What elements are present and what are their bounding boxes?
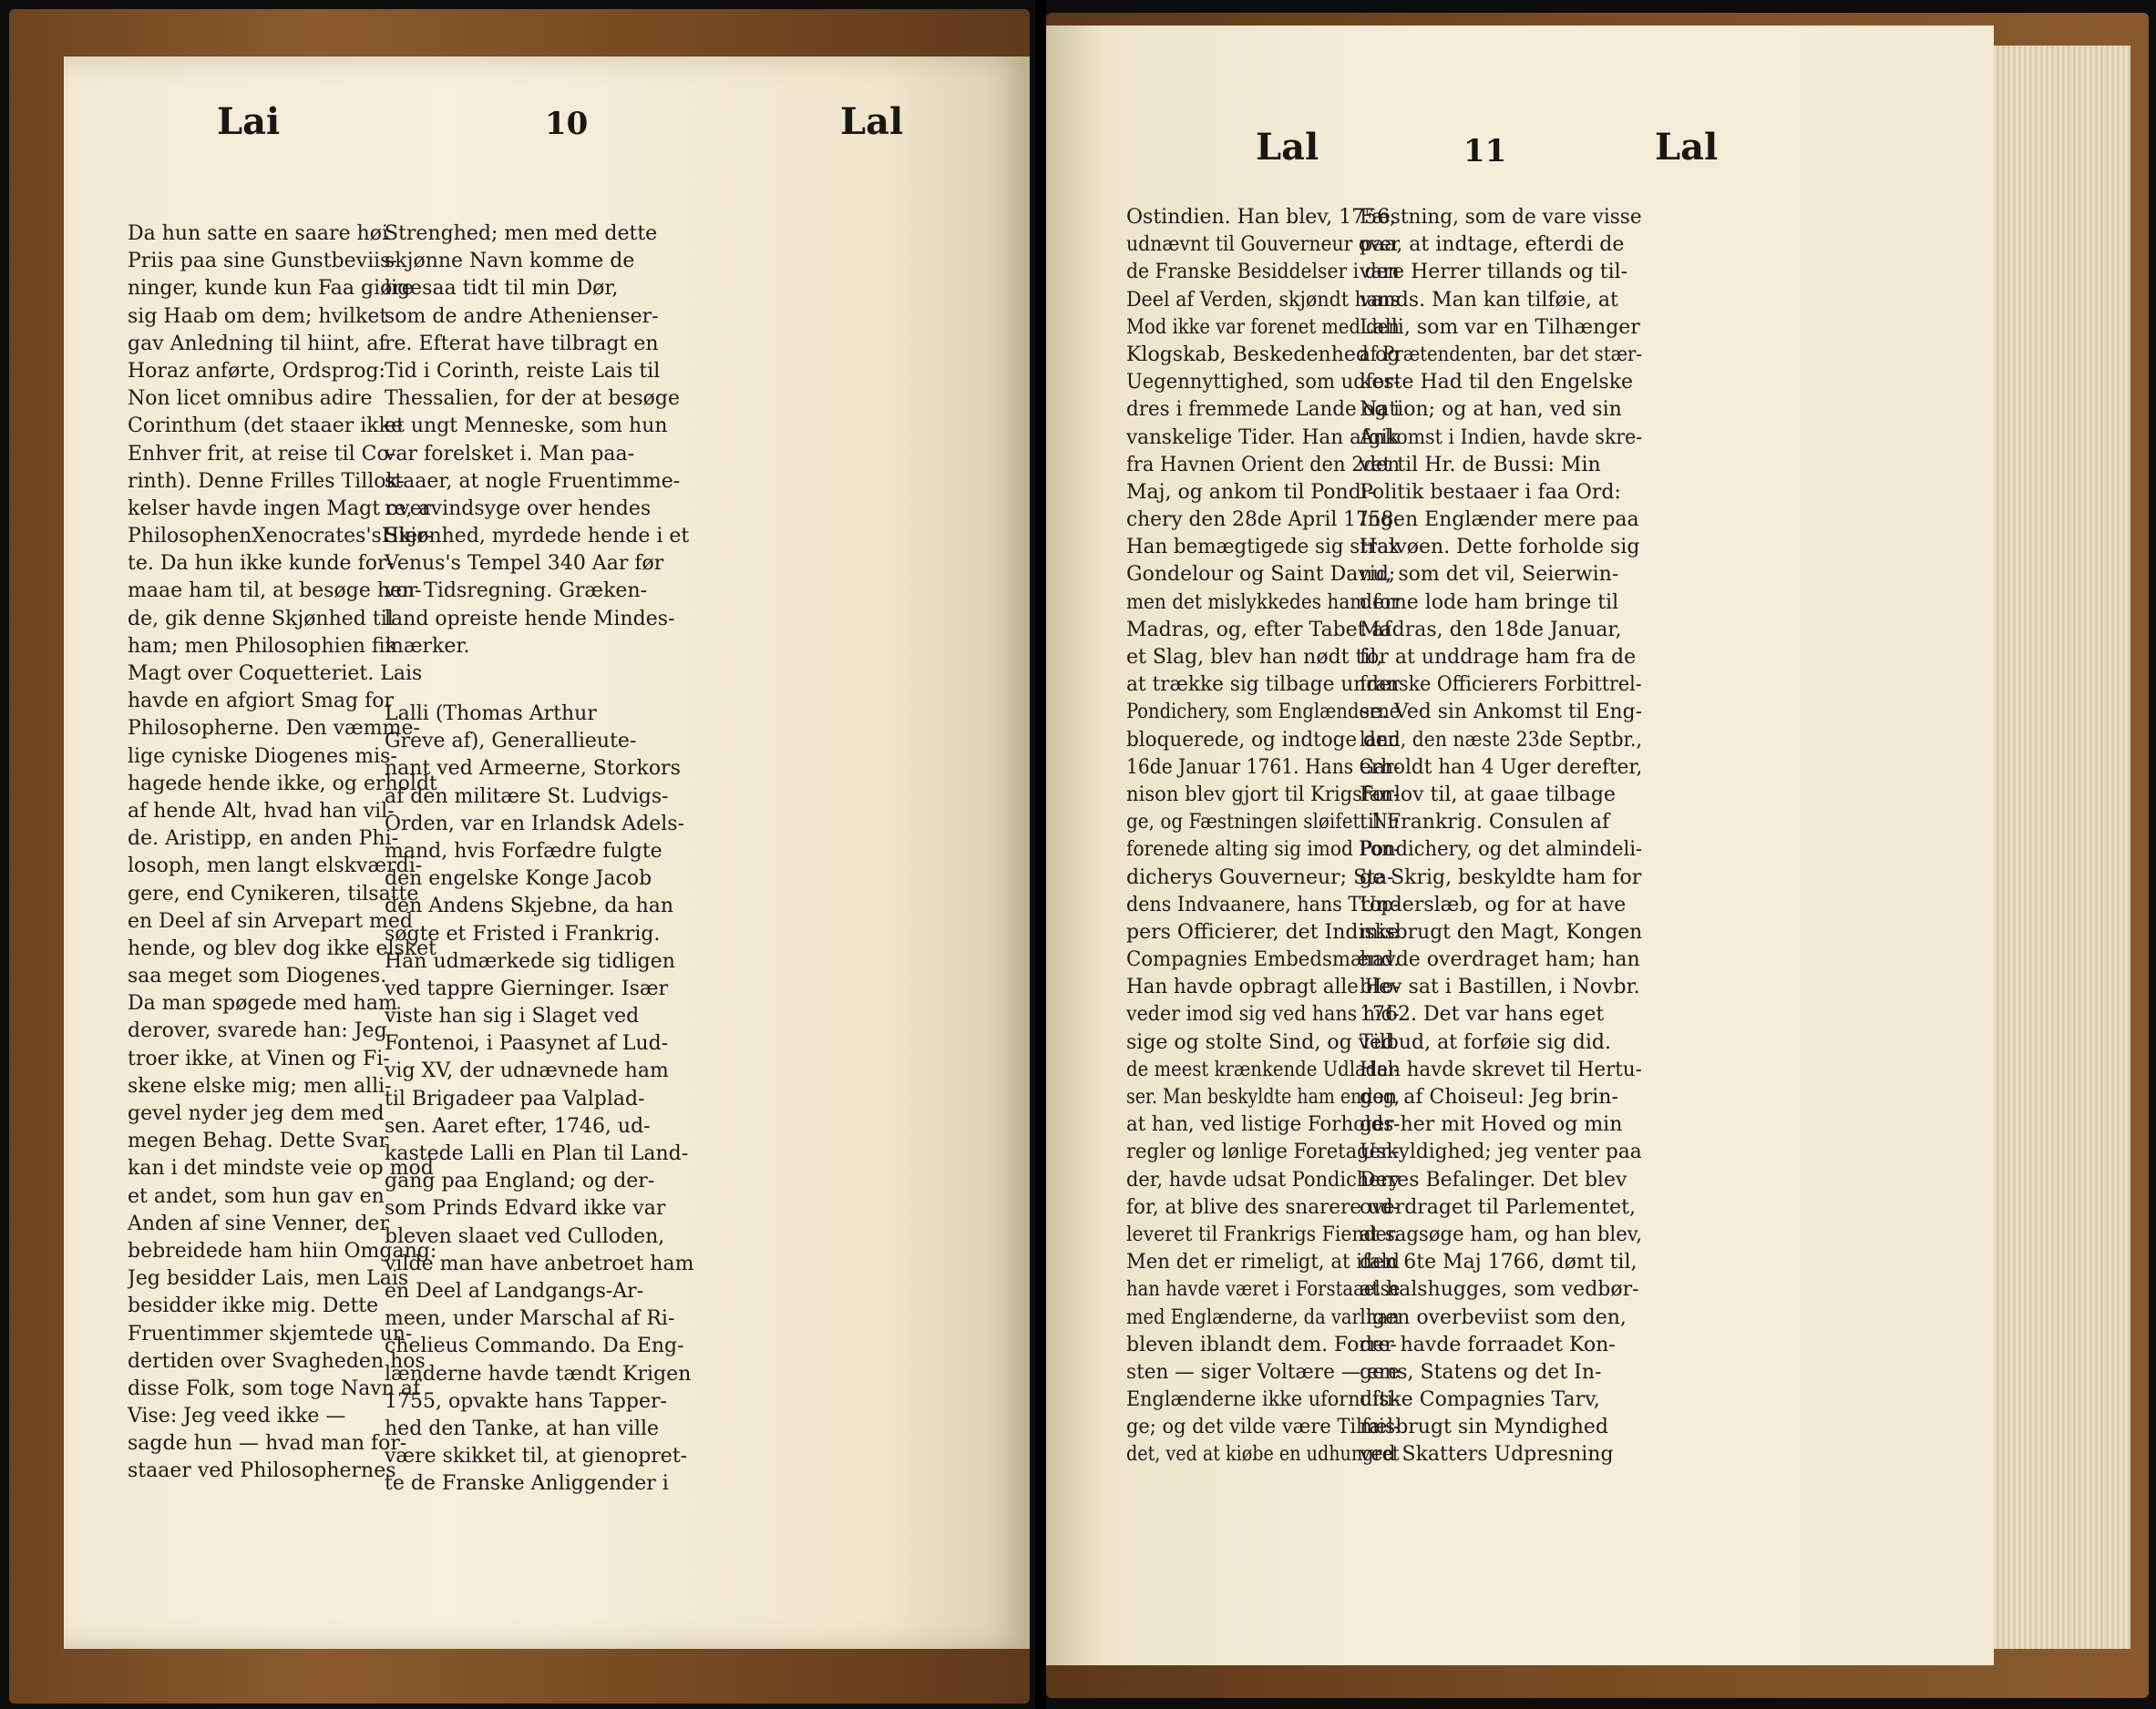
text-line: gang paa England; og der- — [385, 1170, 655, 1193]
text-line: ligesaa tidt til min Dør, — [385, 277, 619, 301]
text-line: forenede alting sig imod Pon- — [1126, 838, 1400, 862]
text-line: til Frankrig. Consulen af — [1360, 811, 1610, 834]
text-line: Ankomst i Indien, havde skre- — [1360, 425, 1642, 449]
text-line: Tilbud, at forføie sig did. — [1360, 1030, 1611, 1054]
text-line: Deres Befalinger. Det blev — [1360, 1168, 1627, 1192]
text-line: et Slag, blev han nødt til, — [1126, 646, 1383, 669]
text-line: ge Skrig, beskyldte ham for — [1360, 865, 1642, 889]
text-line: ham; men Philosophien fik — [128, 634, 397, 658]
text-line: bloquerede, og indtoge den — [1126, 728, 1400, 752]
text-line: vig XV, der udnævnede ham — [385, 1059, 669, 1083]
text-line: Pondichery, som Englænderne — [1126, 701, 1400, 724]
running-head-left-headword: Lal — [1256, 126, 1319, 169]
text-line: erholdt han 4 Uger derefter, — [1360, 755, 1642, 779]
text-line: paa, at indtage, efterdi de — [1360, 233, 1625, 257]
text-line: 1755, opvakte hans Tapper- — [385, 1389, 667, 1413]
text-line: Horaz anførte, Ordsprog: — [128, 359, 385, 383]
text-line: af hende Alt, hvad han vil- — [128, 799, 395, 823]
text-line: disse Folk, som toge Navn af — [128, 1376, 421, 1400]
text-line: keste Had til den Engelske — [1360, 371, 1634, 394]
text-line: dertiden over Svagheden hos — [128, 1349, 426, 1373]
right-page-photo — [1046, 0, 2156, 1709]
text-line: Fæstning, som de vare visse — [1360, 206, 1642, 229]
running-head-left-headword: Lai — [217, 100, 281, 143]
text-line: at sagsøge ham, og han blev, — [1360, 1223, 1642, 1246]
text-line: leveret til Frankrigs Fiender. — [1126, 1223, 1400, 1246]
text-line: nant ved Armeerne, Storkors — [385, 757, 681, 781]
text-line: han havde været i Forstaaelse — [1126, 1278, 1400, 1302]
text-line: kan i det mindste veie op mod — [128, 1157, 434, 1181]
text-line: Fontenoi, i Paasynet af Lud- — [385, 1032, 669, 1056]
text-line: Han havde skrevet til Hertu- — [1360, 1058, 1642, 1081]
left-page-column-2 — [385, 220, 694, 1550]
text-line: chelieus Commando. Da Eng- — [385, 1335, 684, 1358]
photo-divider — [1035, 0, 1046, 1709]
text-line: mand, hvis Forfædre fulgte — [385, 839, 662, 863]
text-line: se. Ved sin Ankomst til Eng- — [1360, 701, 1642, 724]
text-line: hende, og blev dog ikke elsket — [128, 936, 436, 960]
text-line: kelser havde ingen Magt over — [128, 496, 432, 520]
text-line: et andet, som hun gav en — [128, 1184, 385, 1208]
text-line: at halshugges, som vedbør- — [1360, 1278, 1639, 1302]
text-line: Jeg besidder Lais, men Lais — [128, 1267, 409, 1291]
text-line: Underslæb, og for at have — [1360, 893, 1627, 916]
text-line: være skikket til, at gienopret- — [385, 1445, 688, 1469]
text-line: Da man spøgede med ham — [128, 992, 397, 1016]
text-line: Madras, og, efter Tabet af — [1126, 618, 1391, 641]
text-line: sige og stolte Sind, og ved — [1126, 1030, 1395, 1054]
text-line: sen. Aaret efter, 1746, ud- — [385, 1114, 651, 1138]
text-line: som de andre Athenienser- — [385, 304, 659, 328]
text-line: Han udmærkede sig tidligen — [385, 949, 675, 973]
text-line: Corinthum (det staaer ikke — [128, 414, 403, 438]
text-line: dicherys Gouverneur; Sta- — [1126, 865, 1394, 889]
text-line: Anden af sine Venner, der — [128, 1212, 390, 1235]
text-line: sten — siger Voltære — ere — [1126, 1360, 1400, 1384]
text-line: ge; og det vilde være Tilfæl- — [1126, 1416, 1400, 1439]
text-line: Priis paa sine Gunstbeviis- — [128, 250, 397, 273]
text-line: Nation; og at han, ved sin — [1360, 398, 1622, 422]
text-line: chery den 28de April 1758. — [1126, 508, 1400, 532]
text-line: af Prætendenten, bar det stær- — [1360, 343, 1642, 366]
text-line: Strenghed; men med dette — [385, 222, 658, 245]
text-line: Halvøen. Dette forholde sig — [1360, 536, 1640, 559]
text-line: hed den Tanke, at han ville — [385, 1417, 660, 1440]
text-line: vilde man have anbetroet ham — [385, 1252, 694, 1275]
text-line: vare Herrer tillands og til- — [1360, 261, 1628, 284]
text-line: ved tappre Gierninger. Især — [385, 977, 669, 1000]
text-line: gere, end Cynikeren, tilsatte — [128, 882, 419, 906]
text-line: Fruentimmer skjemtede un- — [128, 1322, 413, 1346]
text-line: diske Compagnies Tarv, — [1360, 1388, 1600, 1412]
text-line: Da hun satte en saare høi — [128, 222, 389, 245]
text-line: Englænderne ikke ufornufti- — [1126, 1388, 1400, 1412]
text-line: den Andens Skjebne, da han — [385, 895, 674, 918]
text-line: maae ham til, at besøge hen- — [128, 579, 422, 603]
text-line: dres i fremmede Lande og i — [1126, 398, 1400, 422]
text-line: af den militære St. Ludvigs- — [385, 784, 669, 808]
text-line: dens Indvaanere, hans Trop- — [1126, 893, 1400, 916]
text-line: nu, som det vil, Seierwin- — [1360, 563, 1619, 587]
text-line: ligen overbeviist som den, — [1360, 1305, 1627, 1329]
text-line: Ostindien. Han blev, 1756, — [1126, 206, 1397, 229]
text-line: PhilosophenXenocrates'sHier- — [128, 525, 434, 548]
text-line: var forelsket i. Man paa- — [385, 442, 635, 466]
text-line: de, gik denne Skjønhed til — [128, 607, 394, 630]
text-line: Thessalien, for der at besøge — [385, 387, 681, 411]
left-page — [64, 56, 1030, 1649]
text-line: 16de Januar 1761. Hans Gar- — [1126, 755, 1400, 779]
text-line: skjønne Navn komme de — [385, 250, 635, 273]
text-line: viste han sig i Slaget ved — [385, 1005, 640, 1028]
text-line: re. Efterat have tilbragt en — [385, 332, 659, 355]
text-line: land, den næste 23de Septbr., — [1360, 728, 1642, 752]
text-line: ger her mit Hoved og min — [1360, 1113, 1623, 1137]
text-line: meen, under Marschal af Ri- — [385, 1307, 675, 1331]
text-line: megen Behag. Dette Svar — [128, 1130, 389, 1153]
text-line: bleven iblandt dem. Forre- — [1126, 1333, 1397, 1356]
text-line: sig Haab om dem; hvilket — [128, 304, 388, 328]
text-line: med Englænderne, da var han — [1126, 1305, 1400, 1329]
text-line: bebreidede ham hiin Omgang: — [128, 1239, 437, 1263]
text-line: hagede hende ikke, og erholdt — [128, 772, 437, 795]
text-line: kastede Lalli en Plan til Land- — [385, 1142, 689, 1165]
text-line: vands. Man kan tilføie, at — [1360, 288, 1618, 312]
right-page — [1046, 26, 1994, 1665]
text-line: de Franske Besiddelser i den — [1126, 261, 1400, 284]
text-line: ved Skatters Udpresning — [1360, 1443, 1614, 1467]
text-line: gevel nyder jeg dem med — [128, 1102, 385, 1125]
text-line: Men det er rimeligt, at ifald — [1126, 1251, 1400, 1274]
text-line: Magt over Coquetteriet. Lais — [128, 662, 423, 685]
text-line: de. Aristipp, en anden Phi- — [128, 827, 399, 851]
text-line: men det mislykkedes ham for — [1126, 590, 1400, 614]
page-number-left: 10 — [545, 106, 589, 142]
text-line: pers Officierer, det Indiske — [1126, 920, 1400, 944]
text-line: misbrugt den Magt, Kongen — [1360, 920, 1642, 944]
text-line: Deel af Verden, skjøndt hans — [1126, 288, 1400, 312]
text-line: ge, og Fæstningen sløifet. Nu — [1126, 811, 1400, 834]
text-line: Lalli (Thomas Arthur — [385, 702, 597, 725]
left-page-photo — [0, 0, 1035, 1709]
text-line: den engelske Konge Jacob — [385, 867, 652, 891]
text-line: Non licet omnibus adire — [128, 387, 373, 411]
running-head-right-headword: Lal — [840, 100, 904, 143]
right-page-column-2 — [1360, 204, 1642, 1561]
text-line: Lalli, som var en Tilhænger — [1360, 315, 1640, 339]
text-line: Uegennyttighed, som udfor- — [1126, 371, 1400, 394]
text-line: misbrugt sin Myndighed — [1360, 1416, 1608, 1439]
text-line: en Deel af Landgangs-Ar- — [385, 1279, 644, 1303]
text-line: overdraget til Parlementet, — [1360, 1195, 1637, 1219]
text-line: vet til Hr. de Bussi: Min — [1360, 453, 1601, 476]
text-line: ser. Man beskyldte ham endog, — [1126, 1086, 1400, 1109]
text-line: Forlov til, at gaae tilbage — [1360, 783, 1616, 806]
text-line: gen af Choiseul: Jeg brin- — [1360, 1086, 1618, 1109]
text-line: Maj, og ankom til Pondi- — [1126, 480, 1375, 504]
text-line: de meest krænkende Udladel- — [1126, 1058, 1400, 1081]
text-line: fra Havnen Orient den 2den — [1126, 453, 1400, 476]
text-line: bleven slaaet ved Culloden, — [385, 1224, 665, 1248]
text-line: den 6te Maj 1766, dømt til, — [1360, 1251, 1638, 1274]
text-line: søgte et Fristed i Frankrig. — [385, 922, 661, 946]
text-line: at han, ved listige Forholds- — [1126, 1113, 1400, 1137]
text-line: ninger, kunde kun Faa giøre — [128, 277, 414, 301]
text-line: rinth). Denne Frilles Tillok- — [128, 469, 405, 493]
text-line: sagde hun — hvad man for- — [128, 1432, 407, 1456]
running-head-right-headword: Lal — [1655, 126, 1719, 169]
text-line: Han bemægtigede sig strax — [1126, 536, 1400, 559]
text-line: staaer, at nogle Fruentimme- — [385, 469, 681, 493]
text-line: gens, Statens og det In- — [1360, 1360, 1602, 1384]
text-line: regler og lønlige Foretagen- — [1126, 1141, 1400, 1164]
text-line: derover, svarede han: Jeg — [128, 1019, 387, 1043]
text-line: Politik bestaaer i faa Ord: — [1360, 480, 1621, 504]
text-line: 1762. Det var hans eget — [1360, 1003, 1605, 1027]
text-line: franske Officierers Forbittrel- — [1360, 673, 1642, 697]
text-line: vanskelige Tider. Han afgik — [1126, 425, 1400, 449]
text-line: udnævnt til Gouverneur over — [1126, 233, 1400, 257]
text-line: nison blev gjort til Krigsfan- — [1126, 783, 1400, 806]
text-line: som Prinds Edvard ikke var — [385, 1197, 666, 1221]
paragraph-gap — [385, 660, 694, 701]
text-line: troer ikke, at Vinen og Fi- — [128, 1047, 390, 1070]
page-edges — [1994, 46, 2130, 1649]
text-line: te. Da hun ikke kunde for- — [128, 552, 394, 576]
text-line: for at unddrage ham fra de — [1360, 646, 1637, 669]
text-line: at trække sig tilbage under — [1126, 673, 1400, 697]
text-line: Enhver frit, at reise til Co- — [128, 442, 396, 466]
right-page-column-1 — [1126, 204, 1400, 1561]
text-line: der, havde udsat Pondichery — [1126, 1168, 1400, 1192]
text-line: Han havde opbragt alle Ho- — [1126, 976, 1400, 999]
text-line: det, ved at kiøbe en udhungret — [1126, 1443, 1400, 1467]
text-line: Uskyldighed; jeg venter paa — [1360, 1141, 1642, 1164]
text-line: vor Tidsregning. Græken- — [385, 579, 648, 603]
text-line: Tid i Corinth, reiste Lais til — [385, 359, 661, 383]
text-line: havde overdraget ham; han — [1360, 948, 1640, 972]
text-line: staaer ved Philosophernes — [128, 1459, 396, 1483]
text-line: for, at blive des snarere ud- — [1126, 1195, 1400, 1219]
text-line: lænderne havde tændt Krigen — [385, 1362, 692, 1386]
text-line: mærker. — [385, 634, 470, 658]
text-line: til Brigadeer paa Valplad- — [385, 1087, 645, 1110]
text-line: en Deel af sin Arvepart med — [128, 909, 413, 933]
text-line: havde en afgiort Smag for — [128, 690, 394, 713]
text-line: Mod ikke var forenet med den — [1126, 315, 1400, 339]
text-line: Madras, den 18de Januar, — [1360, 618, 1622, 641]
text-line: et ungt Menneske, som hun — [385, 414, 668, 438]
text-line: besidder ikke mig. Dette — [128, 1295, 379, 1318]
text-line: land opreiste hende Mindes- — [385, 607, 675, 630]
text-line: te de Franske Anliggender i — [385, 1472, 669, 1496]
text-line: losoph, men langt elskværdi- — [128, 854, 423, 878]
text-line: gav Anledning til hiint, af — [128, 332, 386, 355]
text-line: re, avindsyge over hendes — [385, 496, 652, 520]
text-line: Orden, var en Irlandsk Adels- — [385, 812, 685, 835]
text-line: Vise: Jeg veed ikke — — [128, 1405, 346, 1428]
text-line: skene elske mig; men alli- — [128, 1074, 392, 1098]
text-line: Ingen Englænder mere paa — [1360, 508, 1639, 532]
page-number-right: 11 — [1463, 133, 1507, 169]
text-line: der havde forraadet Kon- — [1360, 1333, 1616, 1356]
text-line: Compagnies Embedsmænd. — [1126, 948, 1400, 972]
text-line: Philosopherne. Den væmme- — [128, 717, 420, 741]
text-line: derne lode ham bringe til — [1360, 590, 1619, 614]
text-line: Venus's Tempel 340 Aar før — [385, 552, 664, 576]
text-line: Pondichery, og det almindeli- — [1360, 838, 1642, 862]
text-line: Gondelour og Saint David; — [1126, 563, 1396, 587]
text-line: saa meget som Diogenes. — [128, 965, 387, 988]
text-line: veder imod sig ved hans hid- — [1126, 1003, 1400, 1027]
text-line: blev sat i Bastillen, i Novbr. — [1360, 976, 1640, 999]
text-line: Klogskab, Beskedenhed og — [1126, 343, 1400, 366]
text-line: lige cyniske Diogenes mis- — [128, 744, 397, 768]
text-line: Greve af), Generallieute- — [385, 730, 637, 753]
text-line: Skjønhed, myrdede hende i et — [385, 525, 690, 548]
